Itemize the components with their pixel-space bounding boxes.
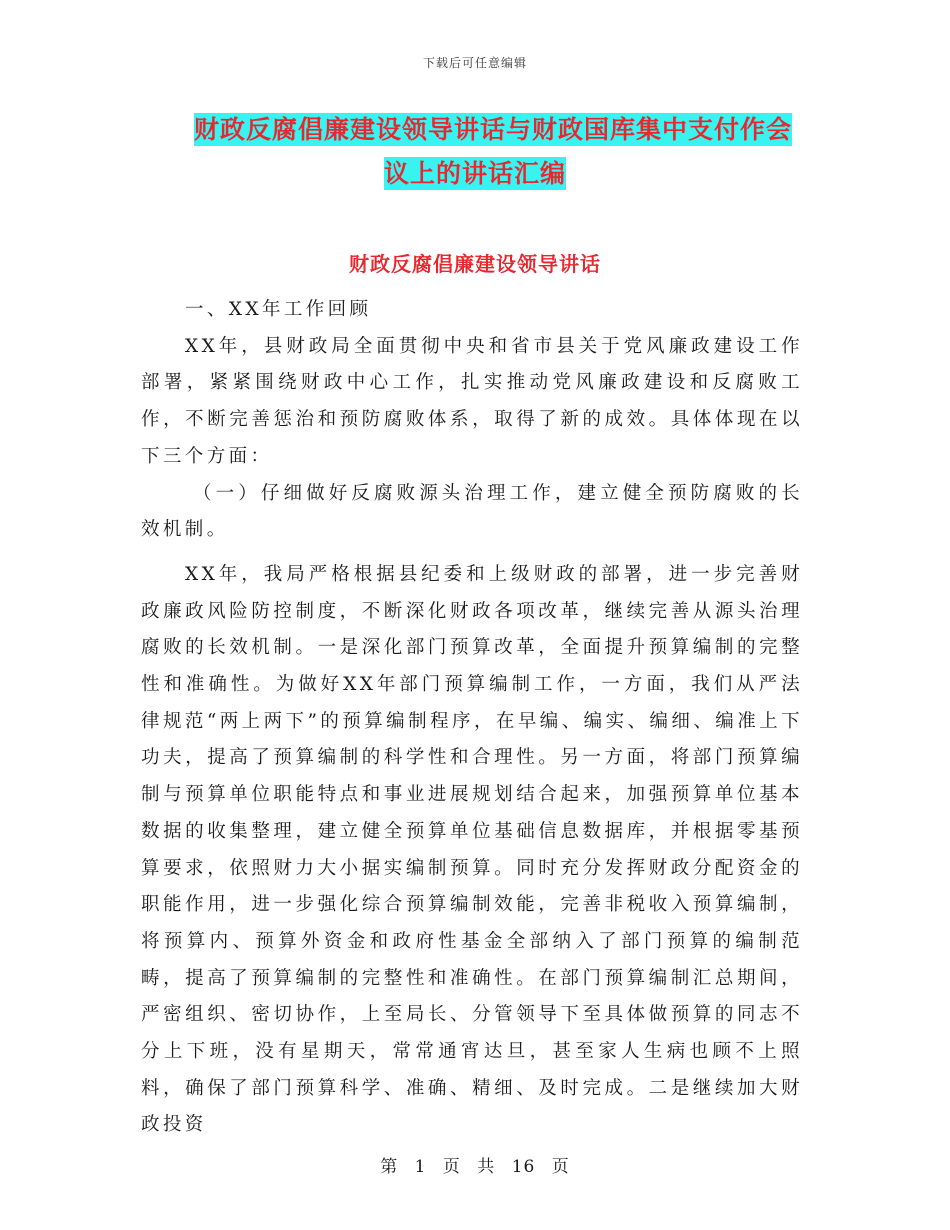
document-title-line-1: 财政反腐倡廉建设领导讲话与财政国库集中支付作会: [194, 115, 793, 144]
footer-total-pages: 16: [511, 1157, 536, 1177]
document-body: [141, 292, 803, 1144]
paragraph-subheading: （一）仔细做好反腐败源头治理工作，建立健全预防腐败的长效机制。: [141, 482, 803, 541]
document-title-line-2: 议上的讲话汇编: [383, 159, 566, 188]
footer-page-number: 1: [414, 1157, 427, 1177]
section-title: 财政反腐倡廉建设领导讲话: [349, 252, 601, 276]
footer-page-word: 页: [442, 1157, 461, 1177]
paragraph: XX年，县财政局全面贯彻中央和省市县关于党风廉政建设工作部署，紧紧围绕财政中心工作，扎实推动党风廉政建设和反腐败工作，不断完善惩治和预防腐败体系，取得了新的成效。具体体现在以下三个方面：: [141, 335, 803, 467]
document-title: [140, 108, 810, 196]
footer-total-prefix: 共: [477, 1157, 496, 1177]
footer-prefix: 第: [380, 1157, 399, 1177]
page-header-note: 下载后可任意编辑: [422, 56, 527, 70]
footer-suffix: 页: [551, 1157, 570, 1177]
paragraph: XX年，我局严格根据县纪委和上级财政的部署，进一步完善财政廉政风险防控制度，不断深化财政各项改革，继续完善从源头治理腐败的长效机制。一是深化部门预算改革，全面提升预算编制的完整性和准确性。为做好XX年部门预算编制工作，一方面，我们从严法律规范“两上两下”的预算编制程序，在早编、编实、编细、编准上下功夫，提高了预算编制的科学性和合理性。另一方面，将部门预算编制与预算单位职能特点和事业进展规划结合起来，加强预算单位基本数据的收集整理，建立健全预算单位基础信息数据库，并根据零基预算要求，依照财力大小据实编制预算。同时充分发挥财政分配资金的职能作用，进一步强化综合预算编制效能，完善非税收入预算编制，将预算内、预算外资金和政府性基金全部纳入了部门预算的编制范畴，提高了预算编制的完整性和准确性。在部门预算编制汇总期间，严密组织、密切协作，上至局长、分管领导下至具体做预算的同志不分上下班，没有星期天，常常通宵达旦，甚至家人生病也顾不上照料，确保了部门预算科学、准确、精细、及时完成。二是继续加大财政投资: [141, 563, 803, 1136]
paragraph-heading: 一、XX年工作回顾: [185, 299, 372, 320]
page-footer: [0, 1152, 950, 1177]
